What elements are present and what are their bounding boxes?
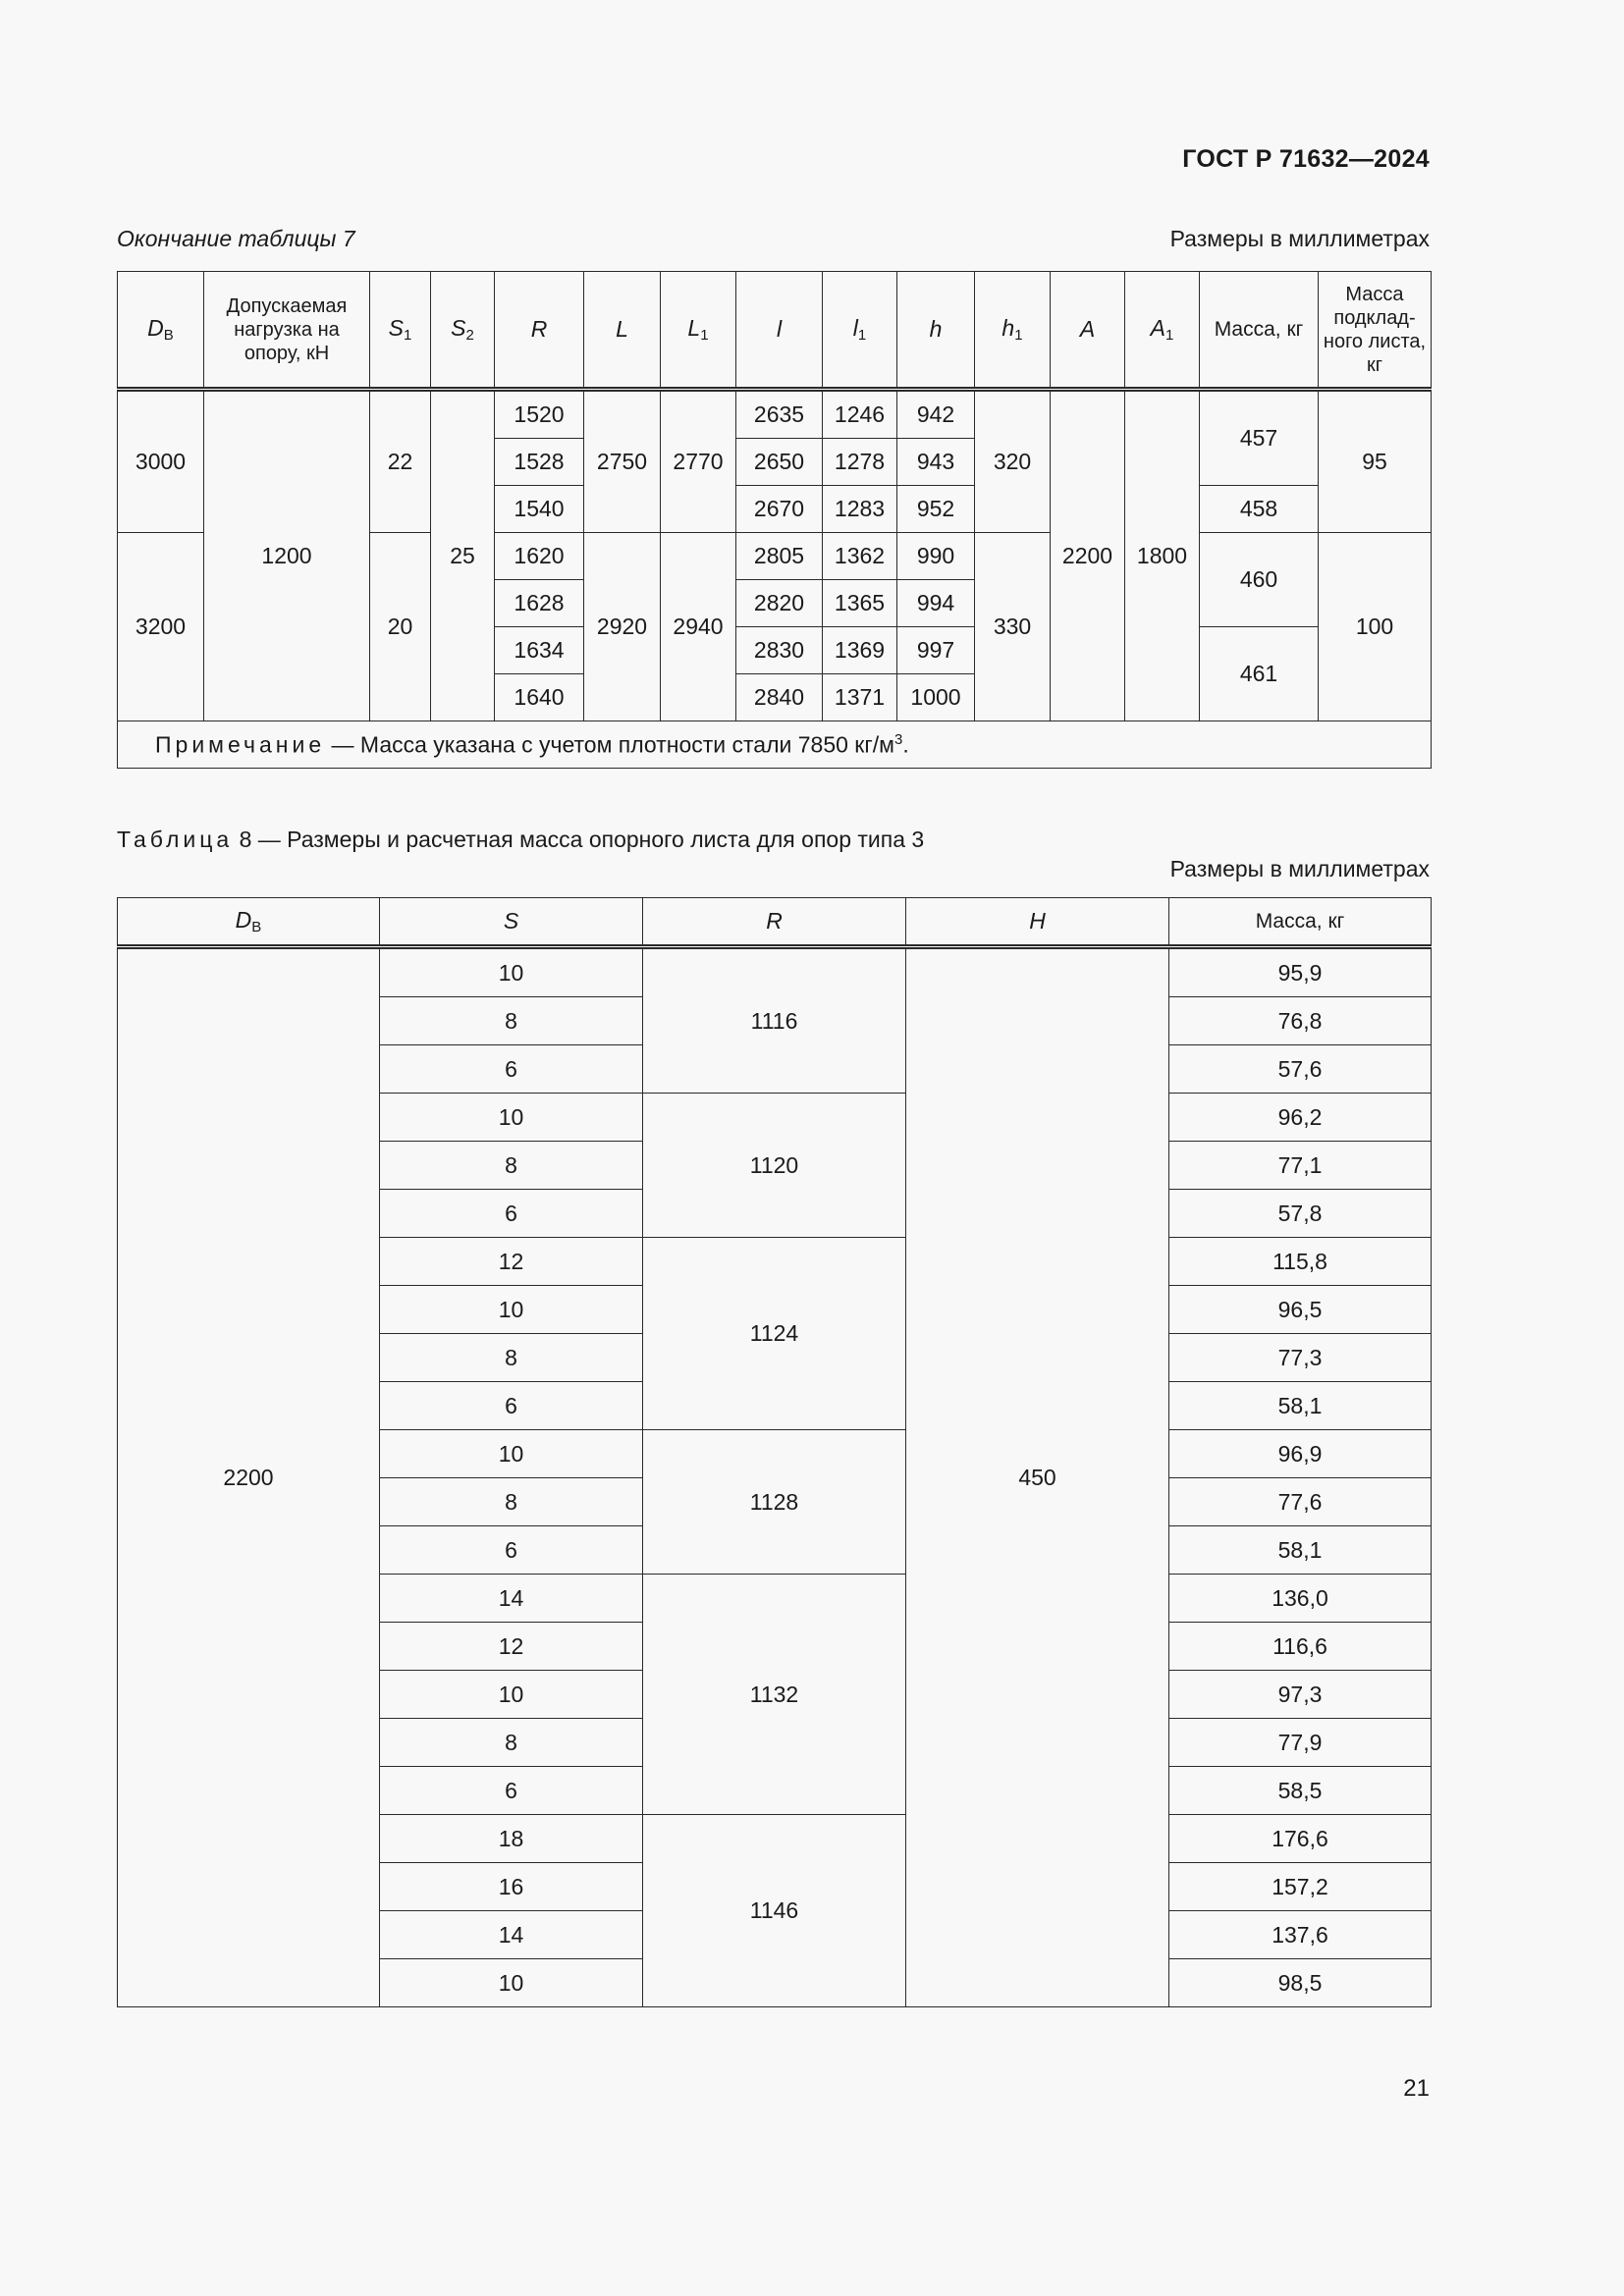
cell-h: 990 <box>897 533 975 580</box>
header-db: $D_В$ <box>118 272 204 390</box>
header-l-small: l <box>736 272 823 390</box>
cell-mass: 157,2 <box>1169 1863 1432 1911</box>
cell-s1: 22 <box>370 390 431 533</box>
cell-a: 2200 <box>1051 390 1125 721</box>
cell-l1-small: 1246 <box>823 390 897 439</box>
cell-mass: 58,1 <box>1169 1526 1432 1575</box>
cell-l1-small: 1369 <box>823 627 897 674</box>
cell-s: 6 <box>380 1045 643 1094</box>
cell-mass: 57,6 <box>1169 1045 1432 1094</box>
cell-l-small: 2650 <box>736 439 823 486</box>
table8-units: Размеры в миллиметрах <box>1169 856 1430 881</box>
cell-db: 3000 <box>118 390 204 533</box>
cell-h: 1000 <box>897 674 975 721</box>
cell-h: 997 <box>897 627 975 674</box>
cell-mass: 458 <box>1200 486 1319 533</box>
cell-r: 1120 <box>643 1094 906 1238</box>
cell-mass: 77,1 <box>1169 1142 1432 1190</box>
cell-mass: 116,6 <box>1169 1623 1432 1671</box>
cell-h: 450 <box>906 947 1169 2007</box>
cell-r: 1528 <box>495 439 584 486</box>
cell-mass: 460 <box>1200 533 1319 627</box>
table8 <box>117 897 1432 2007</box>
cell-mass: 96,5 <box>1169 1286 1432 1334</box>
cell-mass: 77,3 <box>1169 1334 1432 1382</box>
cell-h: 943 <box>897 439 975 486</box>
cell-mass: 76,8 <box>1169 997 1432 1045</box>
header-s1: $S_1$ <box>370 272 431 390</box>
cell-mass: 137,6 <box>1169 1911 1432 1959</box>
header-a1: $A_1$ <box>1125 272 1200 390</box>
cell-s: 6 <box>380 1767 643 1815</box>
cell-l1-big: 2770 <box>661 390 736 533</box>
table-row <box>118 390 1432 439</box>
cell-h1: 330 <box>975 533 1051 721</box>
table7-caption-row <box>117 226 1430 252</box>
cell-s: 12 <box>380 1623 643 1671</box>
header-a: A <box>1051 272 1125 390</box>
cell-mass: 57,8 <box>1169 1190 1432 1238</box>
cell-s: 10 <box>380 1959 643 2007</box>
cell-l1-small: 1362 <box>823 533 897 580</box>
table8-caption-row <box>117 827 1430 853</box>
cell-mass: 461 <box>1200 627 1319 721</box>
header-db: $D_В$ <box>118 898 380 947</box>
table8-header-row <box>118 898 1432 947</box>
cell-s: 10 <box>380 1430 643 1478</box>
cell-l1-small: 1365 <box>823 580 897 627</box>
cell-r: 1634 <box>495 627 584 674</box>
cell-s: 8 <box>380 1719 643 1767</box>
cell-load: 1200 <box>204 390 370 721</box>
cell-mass: 136,0 <box>1169 1575 1432 1623</box>
cell-r: 1128 <box>643 1430 906 1575</box>
cell-l-small: 2820 <box>736 580 823 627</box>
cell-l-small: 2805 <box>736 533 823 580</box>
header-pad-mass: Масса подклад-ного листа, кг <box>1319 272 1432 390</box>
cell-r: 1132 <box>643 1575 906 1815</box>
cell-s: 10 <box>380 1094 643 1142</box>
header-r: R <box>495 272 584 390</box>
cell-s: 8 <box>380 1478 643 1526</box>
cell-s: 6 <box>380 1382 643 1430</box>
cell-r: 1520 <box>495 390 584 439</box>
cell-mass: 97,3 <box>1169 1671 1432 1719</box>
cell-l1-big: 2940 <box>661 533 736 721</box>
cell-pad-mass: 100 <box>1319 533 1432 721</box>
header-l1-small: $l_1$ <box>823 272 897 390</box>
cell-s: 10 <box>380 1671 643 1719</box>
table7-units: Размеры в миллиметрах <box>1169 226 1430 251</box>
cell-db: 3200 <box>118 533 204 721</box>
table7-note: Примечание — Масса указана с учетом плотности стали 7850 $кг/м^3$. <box>118 721 1432 769</box>
cell-h: 994 <box>897 580 975 627</box>
cell-r: 1116 <box>643 947 906 1094</box>
header-h: H <box>906 898 1169 947</box>
cell-r: 1540 <box>495 486 584 533</box>
header-mass: Масса, кг <box>1200 272 1319 390</box>
cell-mass: 457 <box>1200 390 1319 486</box>
table7 <box>117 271 1432 769</box>
table7-caption: Окончание таблицы 7 <box>117 226 355 251</box>
cell-l-big: 2920 <box>584 533 661 721</box>
cell-s: 6 <box>380 1526 643 1575</box>
header-h1: $h_1$ <box>975 272 1051 390</box>
cell-db: 2200 <box>118 947 380 2007</box>
header-mass: Масса, кг <box>1169 898 1432 947</box>
cell-mass: 98,5 <box>1169 1959 1432 2007</box>
cell-mass: 176,6 <box>1169 1815 1432 1863</box>
cell-mass: 58,1 <box>1169 1382 1432 1430</box>
cell-r: 1640 <box>495 674 584 721</box>
cell-mass: 115,8 <box>1169 1238 1432 1286</box>
note-text: — Масса указана с учетом плотности стали 7850 кг/м <box>325 731 894 758</box>
cell-r: 1124 <box>643 1238 906 1430</box>
cell-l-small: 2635 <box>736 390 823 439</box>
cell-a1: 1800 <box>1125 390 1200 721</box>
cell-s: 8 <box>380 1142 643 1190</box>
header-r: R <box>643 898 906 947</box>
cell-mass: 77,6 <box>1169 1478 1432 1526</box>
cell-mass: 96,2 <box>1169 1094 1432 1142</box>
cell-mass: 95,9 <box>1169 947 1432 997</box>
cell-mass: 96,9 <box>1169 1430 1432 1478</box>
cell-l-small: 2840 <box>736 674 823 721</box>
cell-l1-small: 1283 <box>823 486 897 533</box>
cell-s: 14 <box>380 1575 643 1623</box>
cell-h1: 320 <box>975 390 1051 533</box>
cell-mass: 77,9 <box>1169 1719 1432 1767</box>
table7-header-row <box>118 272 1432 390</box>
cell-r: 1628 <box>495 580 584 627</box>
table7-note-row <box>118 721 1432 769</box>
cell-r: 1620 <box>495 533 584 580</box>
cell-s: 10 <box>380 1286 643 1334</box>
cell-s: 8 <box>380 1334 643 1382</box>
header-s: S <box>380 898 643 947</box>
header-s2: $S_2$ <box>431 272 495 390</box>
cell-l1-small: 1371 <box>823 674 897 721</box>
header-load: Допускаемая нагрузка на опору, кН <box>204 272 370 390</box>
cell-mass: 58,5 <box>1169 1767 1432 1815</box>
cell-s: 12 <box>380 1238 643 1286</box>
cell-l1-small: 1278 <box>823 439 897 486</box>
cell-l-small: 2830 <box>736 627 823 674</box>
cell-s: 10 <box>380 947 643 997</box>
table8-caption: Таблица 8 — Размеры и расчетная масса опорного листа для опор типа 3 <box>117 827 925 852</box>
cell-s: 8 <box>380 997 643 1045</box>
cell-h: 942 <box>897 390 975 439</box>
cell-s: 6 <box>380 1190 643 1238</box>
cell-s1: 20 <box>370 533 431 721</box>
standard-designation: ГОСТ Р 71632—2024 <box>1182 145 1430 173</box>
note-label: Примечание <box>155 731 326 758</box>
cell-l-small: 2670 <box>736 486 823 533</box>
header-h: h <box>897 272 975 390</box>
cell-pad-mass: 95 <box>1319 390 1432 533</box>
page-number: 21 <box>1403 2075 1430 2102</box>
cell-h: 952 <box>897 486 975 533</box>
cell-s: 16 <box>380 1863 643 1911</box>
cell-r: 1146 <box>643 1815 906 2007</box>
cell-s: 18 <box>380 1815 643 1863</box>
table-row <box>118 947 1432 997</box>
cell-s: 14 <box>380 1911 643 1959</box>
header-l-big: L <box>584 272 661 390</box>
cell-s2: 25 <box>431 390 495 721</box>
cell-l-big: 2750 <box>584 390 661 533</box>
header-l1-big: $L_1$ <box>661 272 736 390</box>
